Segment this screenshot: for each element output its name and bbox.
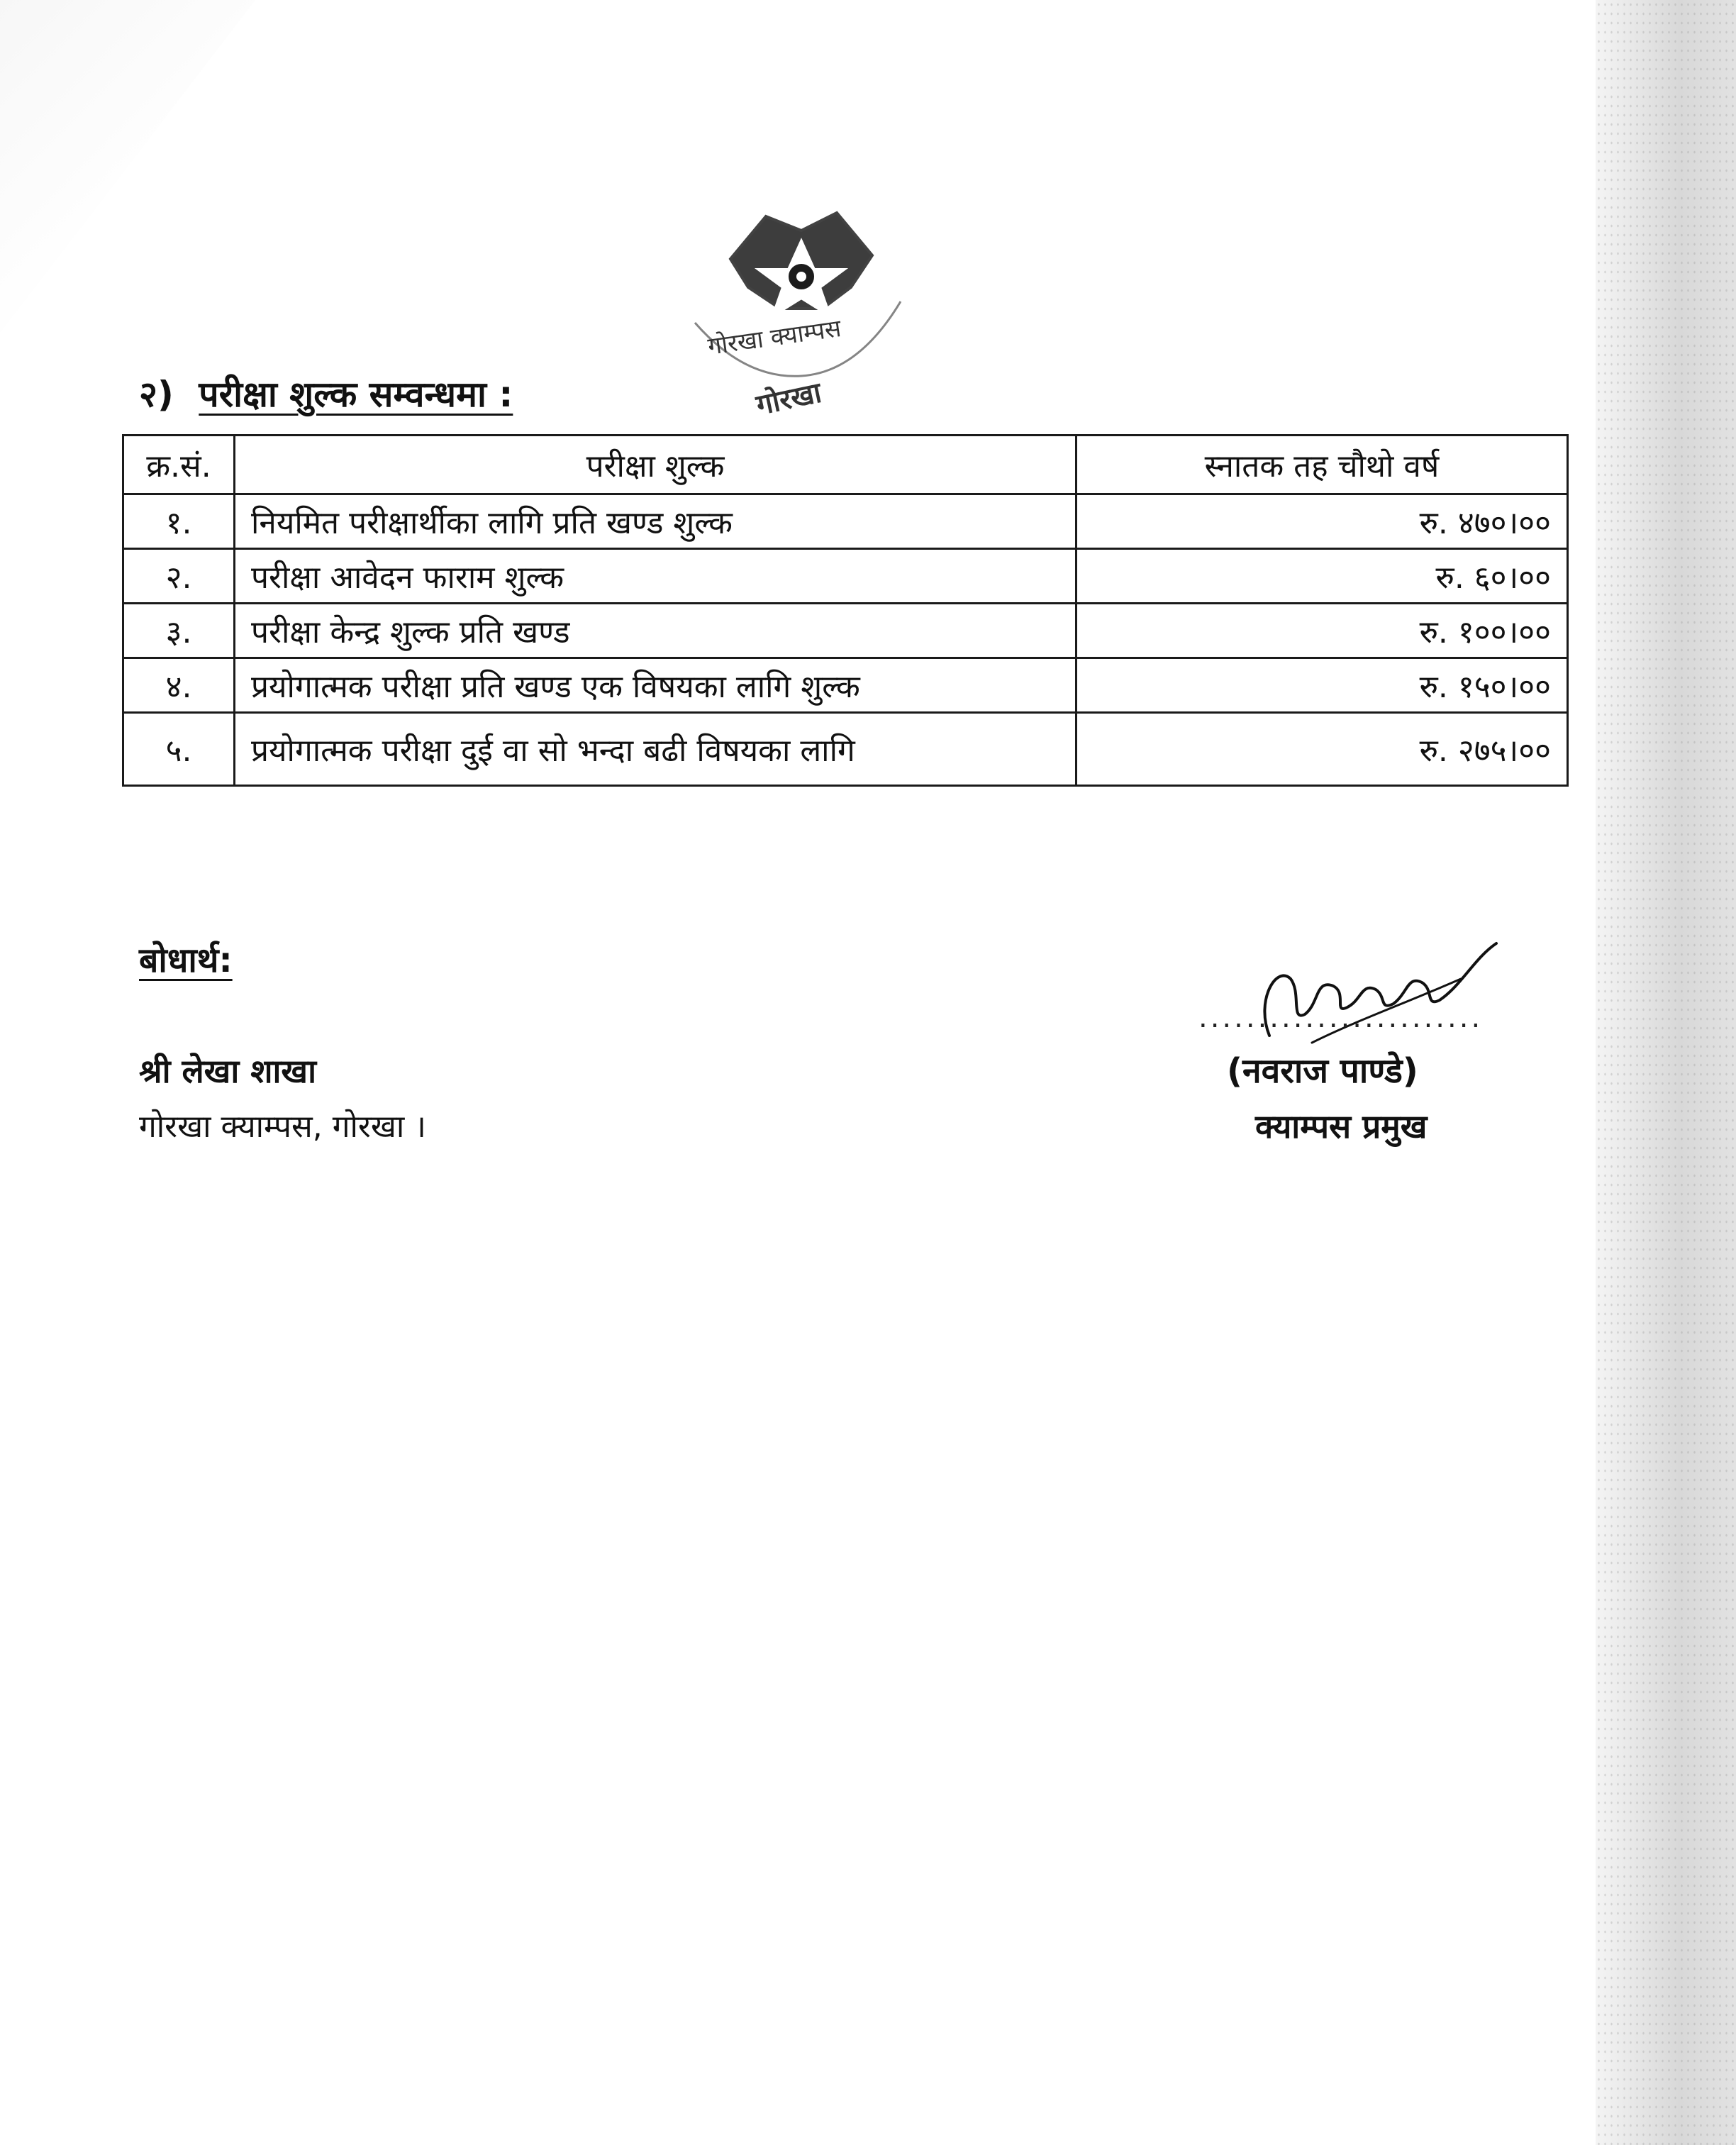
row-fee-type: परीक्षा केन्द्र शुल्क प्रति खण्ड <box>235 604 1076 658</box>
row-amount: रु. १००।०० <box>1076 604 1568 658</box>
table-header-row <box>123 436 1568 494</box>
section-number: २) <box>139 374 174 415</box>
section-title: परीक्षा शुल्क सम्वन्धमा : <box>199 374 513 415</box>
paper-corner <box>0 0 255 333</box>
campus-seal-stamp <box>681 202 922 429</box>
exam-fee-table <box>122 434 1569 787</box>
row-fee-type: प्रयोगात्मक परीक्षा दुई वा सो भन्दा बढी विषयका लागि <box>235 713 1076 786</box>
cc-label: बोधार्थ: <box>139 941 233 980</box>
signature-line: ........................ <box>1198 1002 1484 1034</box>
row-serial: ३. <box>123 604 235 658</box>
table-row <box>123 604 1568 658</box>
header-amount: स्नातक तह चौथो वर्ष <box>1076 436 1568 494</box>
row-serial: १. <box>123 494 235 549</box>
row-fee-type: प्रयोगात्मक परीक्षा प्रति खण्ड एक विषयका लागि शुल्क <box>235 658 1076 713</box>
recipient-address: गोरखा क्याम्पस, गोरखा । <box>139 1109 426 1145</box>
header-serial: क्र.सं. <box>123 436 235 494</box>
row-amount: रु. ६०।०० <box>1076 549 1568 604</box>
table-row <box>123 713 1568 786</box>
table-row <box>123 658 1568 713</box>
row-amount: रु. १५०।०० <box>1076 658 1568 713</box>
table-row <box>123 494 1568 549</box>
row-amount: रु. ४७०।०० <box>1076 494 1568 549</box>
header-fee-type: परीक्षा शुल्क <box>235 436 1076 494</box>
row-serial: २. <box>123 549 235 604</box>
seal-text-top: गोरखा क्याम्पस <box>706 314 843 361</box>
row-fee-type: परीक्षा आवेदन फाराम शुल्क <box>235 549 1076 604</box>
row-serial: ५. <box>123 713 235 786</box>
row-amount: रु. २७५।०० <box>1076 713 1568 786</box>
row-serial: ४. <box>123 658 235 713</box>
row-fee-type: नियमित परीक्षार्थीका लागि प्रति खण्ड शुल्क <box>235 494 1076 549</box>
signatory-title: क्याम्पस प्रमुख <box>1255 1107 1428 1146</box>
scan-edge-shadow <box>1596 0 1736 2145</box>
signatory-name: (नवराज पाण्डे) <box>1227 1051 1418 1091</box>
section-heading <box>139 369 513 417</box>
recipient-name: श्री लेखा शाखा <box>139 1052 316 1090</box>
table-row <box>123 549 1568 604</box>
seal-text-bottom: गोरखा <box>753 376 825 422</box>
